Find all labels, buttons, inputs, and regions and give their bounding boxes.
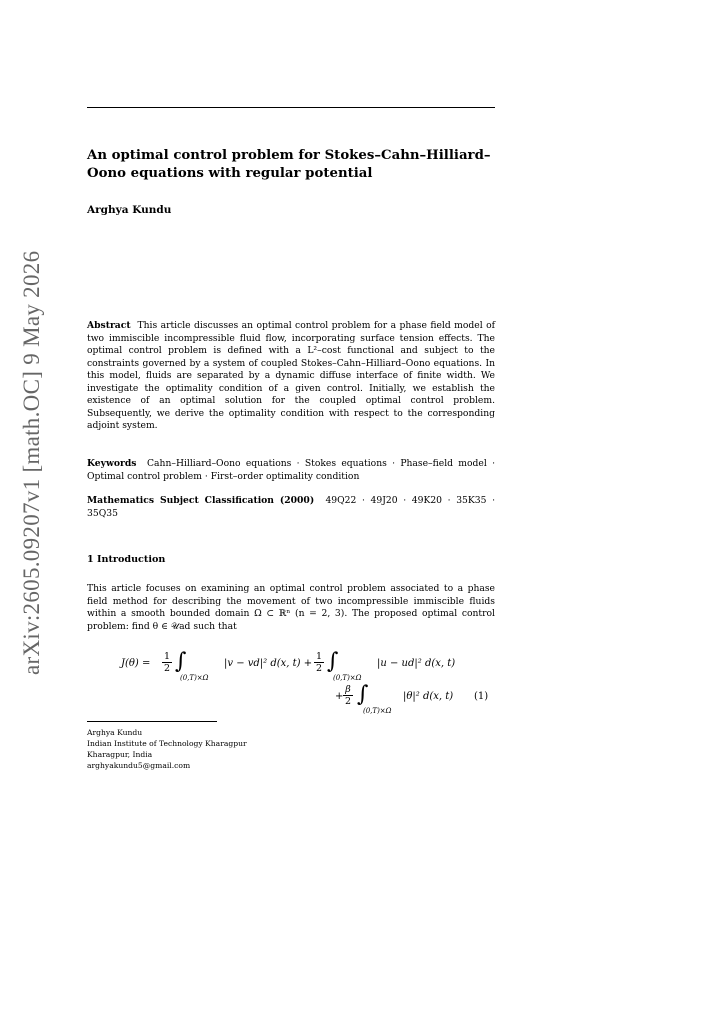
equation-number: (1): [474, 691, 489, 702]
fraction-beta-half: [343, 684, 353, 707]
paper-author: Arghya Kundu: [87, 204, 172, 216]
keywords-text: Cahn–Hilliard–Oono equations · Stokes equations · Phase–field model · Optimal control problem · First–order optimality condition: [87, 458, 496, 482]
msc-text: 49Q22 · 49J20 · 49K20 · 35K35 · 35Q35: [87, 495, 495, 519]
msc-label: Mathematics Subject Classification (2000): [87, 495, 315, 506]
equation-1: [87, 650, 495, 720]
paper-title: An optimal control problem for Stokes–Cahn–Hilliard–Oono equations with regular potential: [87, 148, 491, 181]
integral-domain: (0,T)×Ω: [180, 674, 209, 682]
keywords-block: [87, 458, 495, 483]
integral-domain: (0,T)×Ω: [363, 707, 392, 715]
fraction-denominator: 2: [163, 663, 171, 674]
integral-sign: ∫: [327, 649, 339, 674]
equation-term-1: |v − vd|² d(x, t) +: [224, 658, 313, 669]
integral-sign: ∫: [175, 649, 187, 674]
integral-domain: (0,T)×Ω: [333, 674, 362, 682]
keywords-label: Keywords: [87, 458, 137, 469]
abstract-block: [87, 320, 495, 433]
footnote-rule: [87, 721, 217, 722]
introduction-text: This article focuses on examining an optimal control problem associated to a phase field method for describing the movement of two incompressible immiscible fluids within a smooth bounded domain Ω ⊂ ℝⁿ (n = 2, 3). The proposed optimal control problem: find θ ∈ 𝒰ad such that: [87, 583, 495, 632]
integral-sign: ∫: [357, 682, 369, 707]
arxiv-identifier: arXiv:2605.09207v1 [math.OC] 9 May 2026: [19, 250, 44, 675]
fraction-numerator: 1: [315, 651, 323, 662]
header-rule: [87, 107, 495, 108]
fraction-denominator: 2: [315, 663, 323, 674]
fraction-half-2: [314, 651, 324, 674]
equation-plus: +: [335, 691, 344, 702]
fraction-numerator: 1: [163, 651, 171, 662]
fraction-denominator: 2: [344, 696, 352, 707]
author-footnote: [87, 727, 247, 771]
equation-term-3: |θ|² d(x, t): [403, 691, 454, 702]
section-heading-introduction: 1 Introduction: [87, 554, 166, 565]
fraction-numerator: β: [343, 684, 353, 696]
footnote-email: arghyakundu5@gmail.com: [87, 761, 191, 770]
footnote-city: Kharagpur, India: [87, 750, 153, 759]
fraction-half-1: [162, 651, 172, 674]
msc-block: [87, 495, 495, 520]
abstract-text: This article discusses an optimal control problem for a phase field model of two immiscible incompressible fluid flow, incorporating surface tension effects. The optimal control problem is defined with a L²–cost functional and subject to the constraints governed by a system of coupled Stokes–Cahn–Hilliard–Oono equations. In this model, fluids are separated by a dynamic diffuse interface of finite width. We investigate the optimality condition of a given control. Initially, we establish the existence of an optimal solution for the coupled optimal control problem. Subsequently, we derive the optimality condition with respect to the corresponding adjoint system.: [87, 320, 495, 432]
footnote-institute: Indian Institute of Technology Kharagpur: [87, 739, 247, 748]
footnote-name: Arghya Kundu: [87, 728, 143, 737]
equation-lhs: J(θ) =: [121, 658, 151, 669]
equation-term-2: |u − ud|² d(x, t): [377, 658, 456, 669]
abstract-label: Abstract: [87, 320, 131, 331]
